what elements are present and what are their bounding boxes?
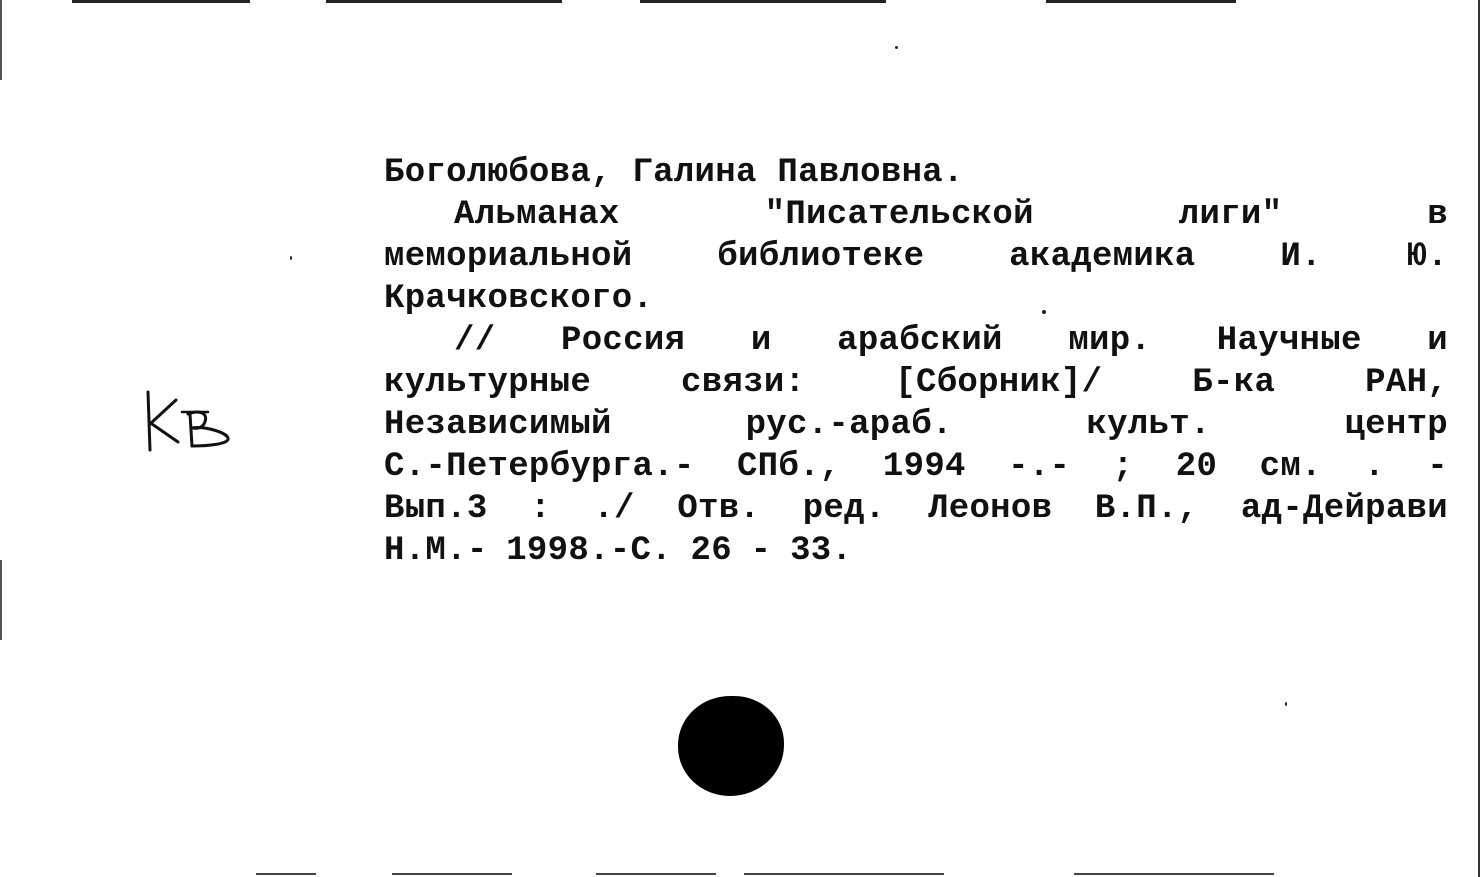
entry-word: 26 <box>690 532 732 570</box>
entry-word: 33. <box>790 532 853 570</box>
entry-word: культ. <box>1086 406 1211 444</box>
entry-word: в <box>1427 196 1448 234</box>
entry-word: 1994 <box>882 448 966 486</box>
entry-line <box>384 152 1448 194</box>
entry-word: ад-Дейрави <box>1240 490 1448 528</box>
entry-line <box>384 362 1448 404</box>
entry-word: ./ <box>593 490 635 528</box>
entry-word: - <box>1427 448 1448 486</box>
punch-hole <box>678 696 784 796</box>
entry-word: Независимый <box>384 406 612 444</box>
entry-word: мемориальной <box>384 238 633 276</box>
entry-word: "Писательской <box>764 196 1034 234</box>
entry-line <box>384 278 1448 320</box>
entry-line <box>384 194 1448 236</box>
entry-line <box>384 236 1448 278</box>
scan-edge-left <box>0 0 2 80</box>
entry-word: рус.-араб. <box>745 406 953 444</box>
entry-word: . <box>1364 448 1385 486</box>
entry-word: И. <box>1280 238 1322 276</box>
scan-edge-left <box>0 560 2 640</box>
entry-word: связи: <box>681 364 806 402</box>
entry-word: Боголюбова, Галина Павловна. <box>384 154 964 192</box>
entry-word: Отв. <box>677 490 761 528</box>
entry-word: и <box>1427 322 1448 360</box>
entry-line <box>384 488 1448 530</box>
entry-word: ; <box>1112 448 1134 486</box>
entry-word: мир. <box>1068 322 1152 360</box>
entry-word: библиотеке <box>717 238 925 276</box>
scan-edge-bottom <box>256 873 316 875</box>
scan-edge-bottom <box>744 873 944 875</box>
entry-word: академика <box>1009 238 1196 276</box>
entry-word: Альманах <box>454 196 620 234</box>
entry-word: ред. <box>802 490 886 528</box>
entry-word: Н.М.- <box>384 532 488 570</box>
entry-word: : <box>530 490 551 528</box>
entry-word: Россия <box>561 322 686 360</box>
entry-word: Вып.3 <box>384 490 488 528</box>
entry-word: 20 <box>1175 448 1218 486</box>
handwritten-mark-kv <box>138 384 238 456</box>
entry-word: Крачковского. <box>384 280 654 318</box>
scan-speck <box>290 256 292 260</box>
scan-edge-top <box>72 0 250 3</box>
entry-word: центр <box>1344 406 1448 444</box>
entry-word: РАН, <box>1365 364 1448 402</box>
scan-speck <box>1285 702 1287 706</box>
bibliographic-entry <box>384 152 1448 572</box>
entry-line <box>384 446 1448 488</box>
entry-word: - <box>750 532 772 570</box>
entry-word: Б-ка <box>1192 364 1276 402</box>
entry-word: и <box>750 322 772 360</box>
entry-word: // <box>454 322 496 360</box>
scan-edge-bottom <box>596 873 716 875</box>
entry-line <box>384 404 1448 446</box>
scan-edge-top <box>1046 0 1236 3</box>
scan-edge-top <box>640 0 886 3</box>
entry-word: СПб., <box>736 448 841 486</box>
scan-edge-top <box>326 0 562 3</box>
entry-word: Ю. <box>1406 238 1448 276</box>
entry-word: 1998.-С. <box>506 532 672 570</box>
entry-line <box>384 530 1448 572</box>
entry-word: см. <box>1259 448 1322 486</box>
scan-speck <box>895 46 898 49</box>
entry-word: арабский <box>837 322 1003 360</box>
entry-word: лиги" <box>1178 196 1283 234</box>
entry-line <box>384 320 1448 362</box>
entry-word: [Сборник]/ <box>895 364 1103 402</box>
scan-edge-right <box>1478 0 1480 877</box>
entry-word: Леонов <box>928 490 1053 528</box>
entry-word: -.- <box>1008 448 1071 486</box>
entry-word: В.П., <box>1094 490 1199 528</box>
scan-edge-bottom <box>1074 873 1274 875</box>
scan-edge-bottom <box>392 873 512 875</box>
entry-word: Научные <box>1216 322 1362 360</box>
entry-word: культурные <box>384 364 592 402</box>
entry-word: С.-Петербурга.- <box>384 448 695 486</box>
